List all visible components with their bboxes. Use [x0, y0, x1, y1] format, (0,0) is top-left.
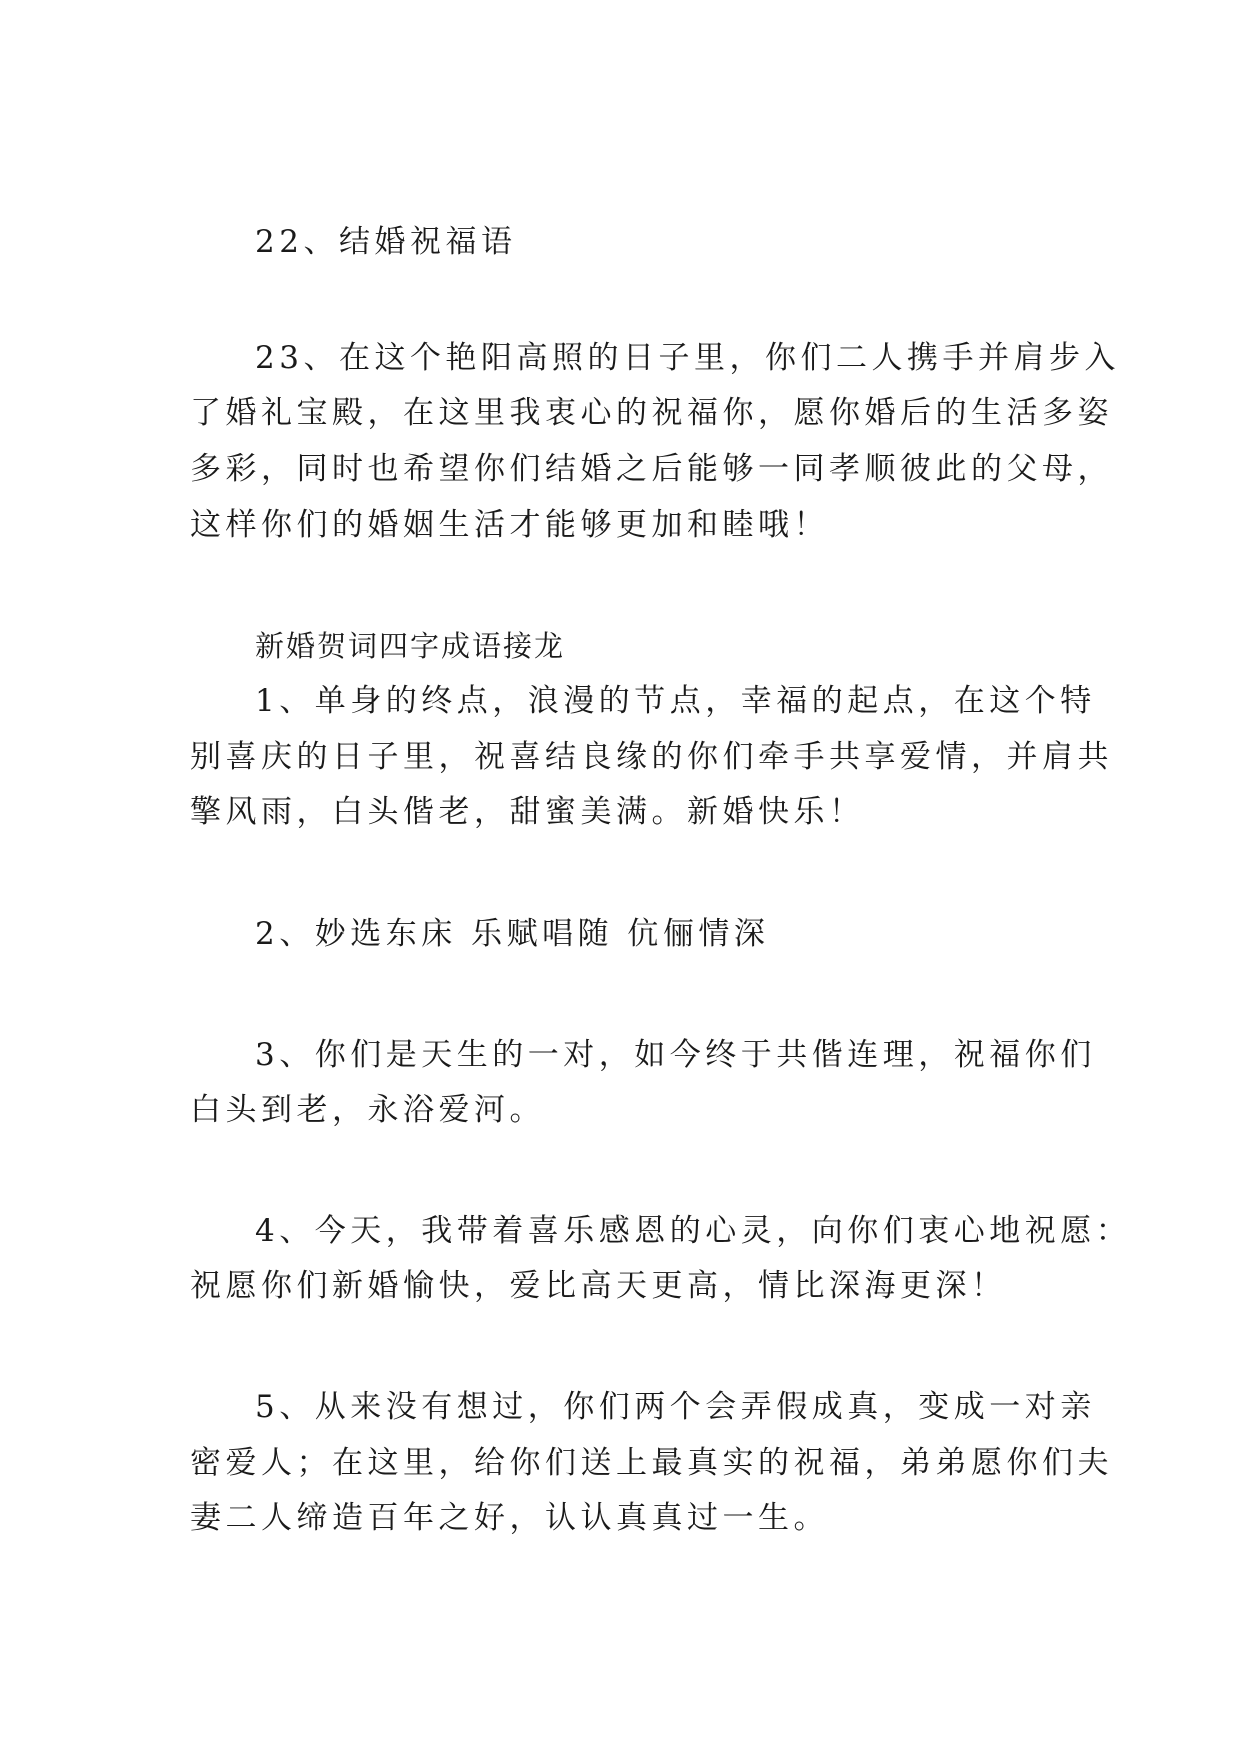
item-5-line-3: 妻二人缔造百年之好，认认真真过一生。 — [190, 1500, 829, 1536]
item-1-line-1: 1、单身的终点，浪漫的节点，幸福的起点，在这个特 — [255, 683, 1096, 719]
item-5-line-2: 密爱人；在这里，给你们送上最真实的祝福，弟弟愿你们夫 — [190, 1445, 1113, 1481]
item-1-line-2: 别喜庆的日子里，祝喜结良缘的你们牵手共享爱情，并肩共 — [190, 739, 1113, 775]
item-4-line-2: 祝愿你们新婚愉快，爱比高天更高，情比深海更深！ — [190, 1268, 1007, 1304]
item-23-line-2: 了婚礼宝殿，在这里我衷心的祝福你，愿你婚后的生活多姿 — [190, 395, 1113, 431]
item-4-line-1: 4、今天，我带着喜乐感恩的心灵，向你们衷心地祝愿： — [255, 1213, 1132, 1249]
item-23-line-3: 多彩，同时也希望你们结婚之后能够一同孝顺彼此的父母， — [190, 451, 1113, 487]
item-23-line-4: 这样你们的婚姻生活才能够更加和睦哦！ — [190, 507, 829, 543]
item-3-line-2: 白头到老，永浴爱河。 — [190, 1092, 545, 1128]
item-2-line-1: 2、妙选东床 乐赋唱随 伉俪情深 — [255, 916, 770, 952]
section-heading: 新婚贺词四字成语接龙 — [255, 629, 566, 663]
item-23-line-1: 23、在这个艳阳高照的日子里，你们二人携手并肩步入 — [255, 340, 1120, 376]
item-22-title: 22、结婚祝福语 — [255, 224, 517, 260]
item-3-line-1: 3、你们是天生的一对，如今终于共偕连理，祝福你们 — [255, 1037, 1096, 1073]
item-5-line-1: 5、从来没有想过，你们两个会弄假成真，变成一对亲 — [255, 1389, 1096, 1425]
item-1-line-3: 擎风雨，白头偕老，甜蜜美满。新婚快乐！ — [190, 794, 865, 830]
